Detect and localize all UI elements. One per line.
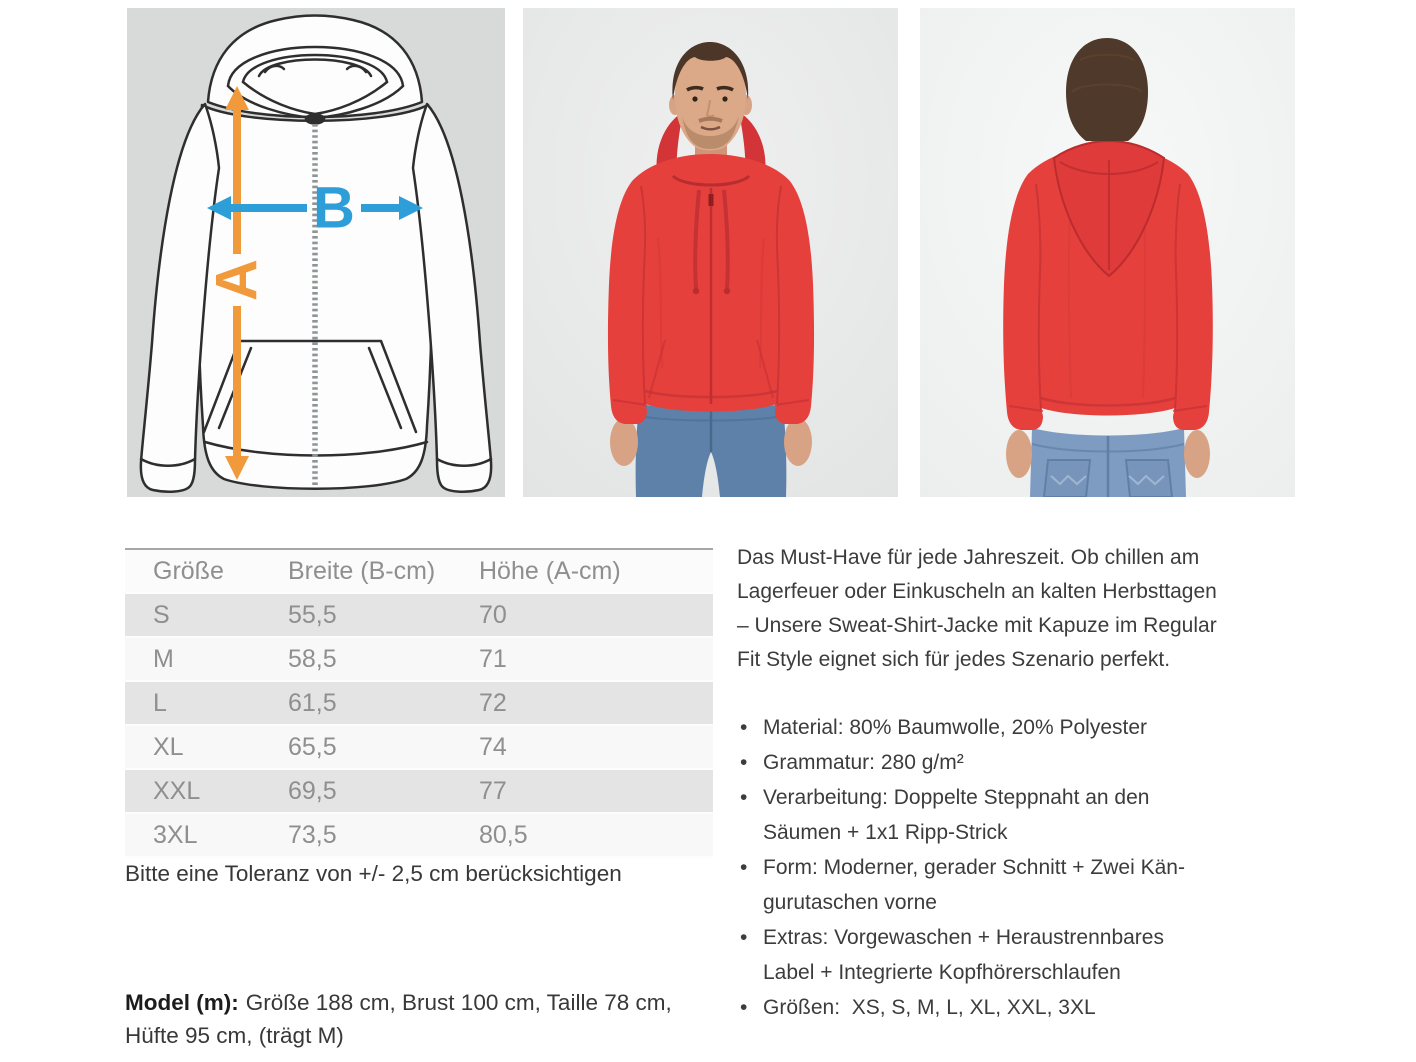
bullet-icon: •: [740, 786, 748, 809]
col-header-groesse: Größe: [125, 549, 288, 593]
size-cell: XL: [125, 725, 288, 769]
left-hand: [610, 418, 638, 466]
feature-groessen: • Größen: XS, S, M, L, XL, XXL, 3XL: [737, 990, 1219, 1025]
col-header-hoehe: Höhe (A-cm): [479, 549, 713, 593]
model-photo-back: [920, 8, 1295, 497]
feature-list: [737, 710, 1219, 1025]
hoehe-cell: 74: [479, 725, 713, 769]
right-eye: [722, 96, 727, 101]
left-eye: [692, 96, 697, 101]
hoehe-cell: 71: [479, 637, 713, 681]
breite-cell: 69,5: [288, 769, 479, 813]
size-row-m: [125, 637, 713, 681]
hoehe-cell: 70: [479, 593, 713, 637]
bullet-icon: •: [740, 856, 748, 879]
feature-material: • Material: 80% Baumwolle, 20% Polyester: [737, 710, 1219, 745]
jeans-back: [1030, 428, 1186, 497]
right-hand-back: [1184, 430, 1210, 478]
size-cell: S: [125, 593, 288, 637]
size-diagram: [127, 8, 505, 497]
model-photo-front: [523, 8, 898, 497]
breite-cell: 73,5: [288, 813, 479, 857]
breite-cell: 61,5: [288, 681, 479, 725]
feature-grammatur: • Grammatur: 280 g/m²: [737, 745, 1219, 780]
feature-verarbeitung: • Verarbeitung: Doppelte Steppnaht an den Säumen + 1x1 Ripp-Strick: [737, 780, 1219, 850]
product-description: [737, 541, 1219, 1025]
hoehe-cell: 80,5: [479, 813, 713, 857]
feature-form: • Form: Moderner, gerader Schnitt + Zwei Kängurutaschen vorne: [737, 850, 1219, 920]
size-cell: L: [125, 681, 288, 725]
size-row-xxl: [125, 769, 713, 813]
size-row-s: [125, 593, 713, 637]
bullet-icon: •: [740, 716, 748, 739]
description-intro: Das Must-Have für jede Jahreszeit. Ob chillen am Lagerfeuer oder Einkuscheln an kalten Herbsttagen – Unsere Sweat-Shirt-Jacke mit Kapuze im Regular Fit Style eignet sich für jedes Szenario perfekt.: [737, 546, 1217, 671]
col-header-breite: Breite (B-cm): [288, 549, 479, 593]
size-cell: XXL: [125, 769, 288, 813]
breite-cell: 65,5: [288, 725, 479, 769]
model-label: Model (m):: [125, 990, 239, 1015]
left-hand-back: [1006, 430, 1032, 478]
size-diagram-svg: [127, 8, 505, 497]
size-row-3xl: [125, 813, 713, 857]
label-a: A: [204, 259, 270, 301]
tolerance-note: Bitte eine Toleranz von +/- 2,5 cm berücksichtigen: [125, 861, 622, 886]
size-row-xl: [125, 725, 713, 769]
bullet-icon: •: [740, 751, 748, 774]
size-table: [125, 548, 713, 858]
label-b: B: [313, 175, 355, 241]
size-row-l: [125, 681, 713, 725]
hood-neck-knot: [306, 115, 324, 124]
breite-cell: 58,5: [288, 637, 479, 681]
hoehe-cell: 72: [479, 681, 713, 725]
bullet-icon: •: [740, 926, 748, 949]
size-cell: M: [125, 637, 288, 681]
bullet-icon: •: [740, 996, 748, 1019]
size-table-section: [125, 548, 713, 858]
breite-cell: 55,5: [288, 593, 479, 637]
hair-back: [1066, 38, 1148, 141]
size-table-header-row: [125, 549, 713, 593]
size-cell: 3XL: [125, 813, 288, 857]
hoehe-cell: 77: [479, 769, 713, 813]
model-back-svg: [920, 8, 1295, 497]
model-measurements: [125, 986, 685, 1052]
right-hand: [784, 418, 812, 466]
model-text: Größe 188 cm, Brust 100 cm, Taille 78 cm, Hüfte 95 cm, (trägt M): [125, 990, 672, 1048]
red-hoodie-front: [608, 154, 814, 424]
model-front-svg: [523, 8, 898, 497]
feature-extras: • Extras: Vorgewaschen + Heraustrennbares Label + Integrierte Kopfhörerschlaufen: [737, 920, 1219, 990]
